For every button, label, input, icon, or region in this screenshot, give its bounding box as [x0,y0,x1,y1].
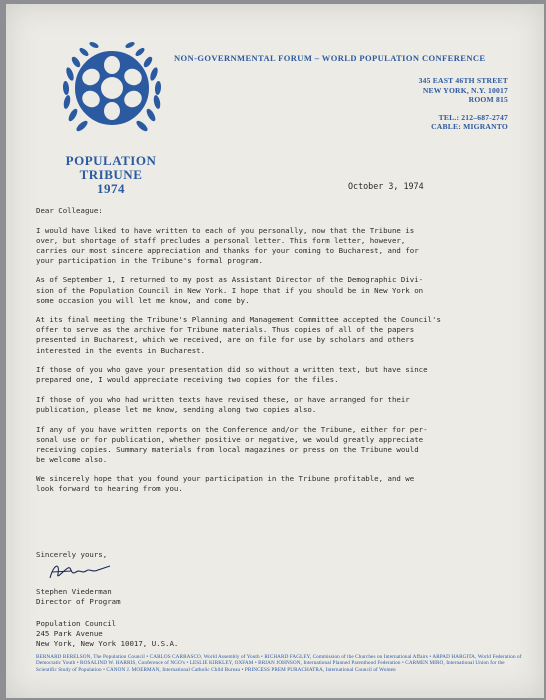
globe-laurel-emblem-icon [56,32,168,144]
handwritten-signature [46,560,116,582]
letter-body [36,206,526,504]
org-name-line-2: TRIBUNE [79,167,143,182]
return-address [36,619,178,649]
org-name-year: 1974 [97,181,125,196]
letterhead-address [419,76,508,132]
signer-title: Director of Program [36,597,121,606]
letter-sheet [6,4,544,698]
org-name-line-1: POPULATION [65,153,157,168]
org-name-block [51,154,171,196]
paragraph-3: At its final meeting the Tribune's Planning and Management Committee accepted the Council's offer to serve as the archive for Tribune materials. Thus copies of all of the papers presented in Bucharest, which we received, are on file for use by scholars and others interested in the events in Bucharest. [36,315,441,355]
footer-committee-list: BERNARD BERELSON, The Population Council • CARLOS CARRASCO, World Assembly of Youth • RICHARD FAGLEY, Commission of the Churches on International Affairs • ARPAD HARGITA, World Federation of Democratic Youth • ROSALIND W. HARRIS, Conference of NGO's • LESLIE KIRKLEY, OXFAM • BRIAN JOHNSON, International Planned Parenthood Federation • CARMEN MIRO, International Union for the Scientific Study of Population • CANON J. MOERMAN, International Catholic Child Bureau • PRINCESS PREM PURACHATRA, International Council of Women [36,654,522,673]
letterhead-title: NON-GOVERNMENTAL FORUM – WORLD POPULATION CONFERENCE [174,53,486,63]
return-address-line-2: 245 Park Avenue [36,629,103,638]
paragraph-1: I would have liked to have written to each of you personally, now that the Tribune is over, but shortage of staff precludes a personal letter. This form letter, however, carries our most sincere appreciation and thanks for your coming to Bucharest, and for your participation in the Tribune's formal program. [36,225,419,265]
telephone-line: TEL.: 212–687-2747 [438,112,508,122]
return-address-line-1: Population Council [36,619,117,628]
paragraph-7: We sincerely hope that you found your participation in the Tribune profitable, and we look forward to hearing from you. [36,474,415,494]
return-address-line-3: New York, New York 10017, U.S.A. [36,639,179,648]
paragraph-4: If those of you who gave your presentation did so without a written text, but have since prepared one, I would appreciate receiving two copies for the files. [36,365,428,385]
paragraph-5: If those of you who had written texts have revised these, or have arranged for their publication, please let me know, sending along two copies also. [36,394,410,414]
address-line-2: NEW YORK, N.Y. 10017 [422,85,508,95]
signer-block [36,587,121,607]
cable-line: CABLE: MIGRANTO [431,122,508,132]
signer-name: Stephen Viederman [36,587,112,596]
paragraph-2: As of September 1, I returned to my post as Assistant Director of the Demographic Divi- sion of the Population Council in New York. I hope that if you should be in New York on some occasion you will let me know, and come by. [36,275,424,305]
closing: Sincerely yours, [36,550,108,559]
address-line-3: ROOM 815 [468,95,508,105]
salutation: Dear Colleague: [36,206,103,215]
letter-date: October 3, 1974 [348,181,424,191]
paragraph-6: If any of you have written reports on the Conference and/or the Tribune, either for per- sonal use or for publication, whether positive or negative, we would greatly appreciate receiving copies. Summary materials from local magazines or press on the Tribune would be welcome also. [36,424,428,464]
address-line-1: 345 EAST 46TH STREET [418,76,508,85]
